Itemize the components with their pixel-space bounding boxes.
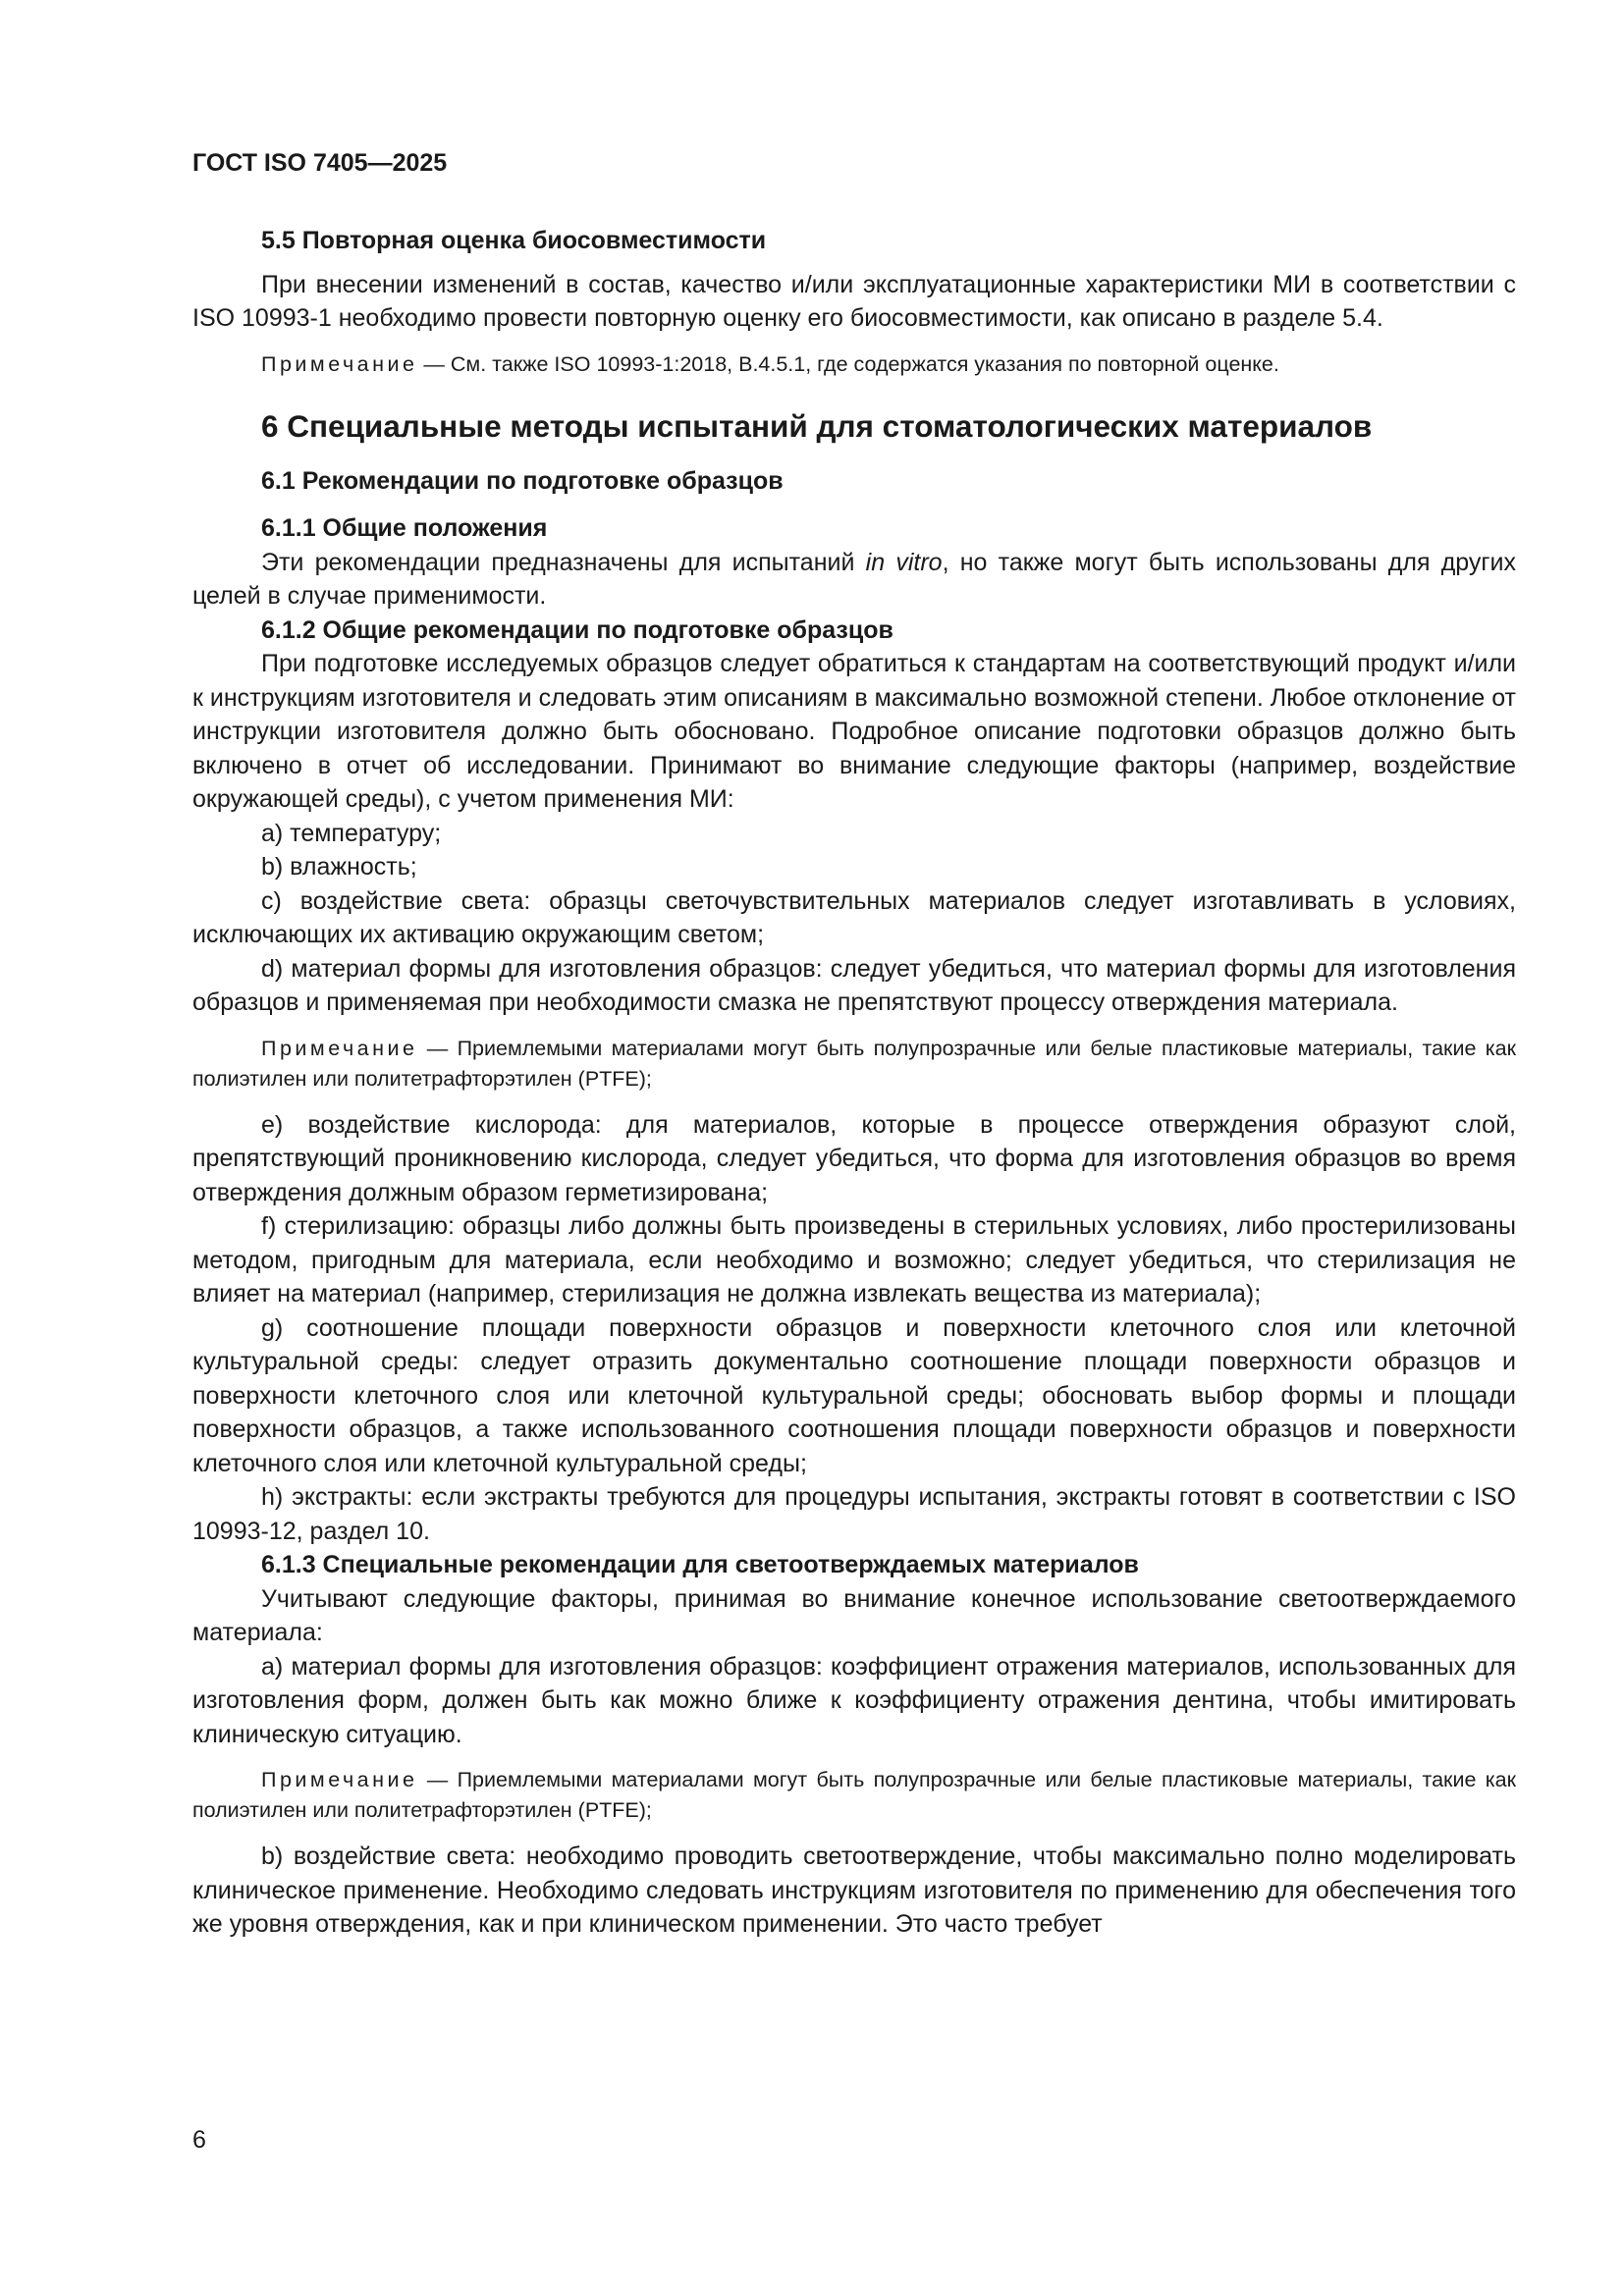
list-item-c: c) воздействие света: образцы светочувствительных материалов следует изготавливать в условиях, исключающих их активацию окружающим светом; [192,886,1516,948]
list-item-a: a) температуру; [261,819,442,847]
list-item-b: b) влажность; [261,853,417,881]
section-6-1-1-paragraph [192,546,1516,614]
section-5-5-note [192,349,1516,380]
section-5-5-heading: 5.5 Повторная оценка биосовместимости [261,227,767,254]
list-item-b: b) воздействие света: необходимо проводить светоотверждение, чтобы максимально полно моделировать клиническое применение. Необходимо следовать инструкциям изготовителя по применению для обеспечения того же уровня отверждения, как и при клиническом применении. Это часто требует [192,1842,1516,1938]
paragraph-italic-text: in vitro [865,548,943,576]
note-text: — Приемлемыми материалами могут быть полупрозрачные или белые пластиковые материалы, такие как полиэтилен или политетрафторэтилен (PTFE); [192,1768,1516,1822]
note-label: Примечание [261,1768,418,1791]
section-6-1-heading: 6.1 Рекомендации по подготовке образцов [261,466,784,495]
list-item-e: e) воздействие кислорода: для материалов, которые в процессе отверждения образуют слой, препятствующий проникновению кислорода, следует убедиться, что форма для изготовления образцов во время отверждения должным образом герметизирована; [192,1110,1516,1206]
paragraph-text: Эти рекомендации предназначены для испытаний [261,548,866,576]
section-6-1-3-heading: 6.1.3 Специальные рекомендации для светоотверждаемых материалов [261,1551,1139,1578]
page-number: 6 [192,2126,206,2154]
note-text: — Приемлемыми материалами могут быть полупрозрачные или белые пластиковые материалы, такие как полиэтилен или политетрафторэтилен (PTFE); [192,1036,1516,1091]
section-6-1-3-note [192,1765,1516,1826]
section-6-1-2-note [192,1034,1516,1095]
note-label: Примечание [261,1036,418,1060]
paragraph-text: , но также могут быть использованы для других целей в случае применимости. [192,548,1517,610]
list-item-d: d) материал формы для изготовления образцов: следует убедиться, что материал формы для изготовления образцов и применяемая при необходимости смазка не препятствуют процессу отверждения материала. [192,954,1516,1016]
document-header: ГОСТ ISO 7405—2025 [192,149,448,177]
section-6-1-2-heading: 6.1.2 Общие рекомендации по подготовке образцов [261,615,893,644]
note-label: Примечание [261,351,418,376]
list-item-g: g) соотношение площади поверхности образцов и поверхности клеточного слоя или клеточной культуральной среды: следует отразить документально соотношение площади поверхности образцов и поверхности клеточного слоя или клеточной культуральной среды; обосновать выбор формы и площади поверхности образцов, а также использованного соотношения площади поверхности образцов и поверхности клеточного слоя или клеточной культуральной среды; [192,1313,1516,1477]
section-6-1-3-paragraph: Учитывают следующие факторы, принимая во внимание конечное использование светоотверждаемого материала: [192,1584,1516,1646]
note-text: — См. также ISO 10993-1:2018, B.4.5.1, где содержатся указания по повторной оценке. [417,351,1279,376]
section-6-1-1-heading: 6.1.1 Общие положения [261,514,548,542]
list-item-a: a) материал формы для изготовления образцов: коэффициент отражения материалов, использованных для изготовления форм, должен быть как можно ближе к коэффициенту отражения дентина, чтобы имитировать клиническую ситуацию. [192,1652,1516,1748]
list-item-f: f) стерилизацию: образцы либо должны быть произведены в стерильных условиях, либо простерилизованы методом, пригодным для материала, если необходимо и возможно; следует убедиться, что стерилизация не влияет на материал (например, стерилизация не должна извлекать вещества из материала); [192,1212,1516,1308]
page-content [192,224,1516,1942]
section-6-1-2-paragraph: При подготовке исследуемых образцов следует обратиться к стандартам на соответствующий продукт и/или к инструкциям изготовителя и следовать этим описаниям в максимально возможной степени. Любое отклонение от инструкции изготовителя должно быть обосновано. Подробное описание подготовки образцов должно быть включено в отчет об исследовании. Принимают во внимание следующие факторы (например, воздействие окружающей среды), с учетом применения МИ: [192,650,1516,813]
section-6-heading: 6 Специальные методы испытаний для стоматологических материалов [261,407,1373,444]
list-item-h: h) экстракты: если экстракты требуются для процедуры испытания, экстракты готовят в соответствии с ISO 10993-12, раздел 10. [192,1483,1516,1545]
section-5-5-paragraph: При внесении изменений в состав, качество и/или эксплуатационные характеристики МИ в соответствии с ISO 10993-1 необходимо провести повторную оценку его биосовместимости, как описано в разделе 5.4. [192,270,1516,332]
